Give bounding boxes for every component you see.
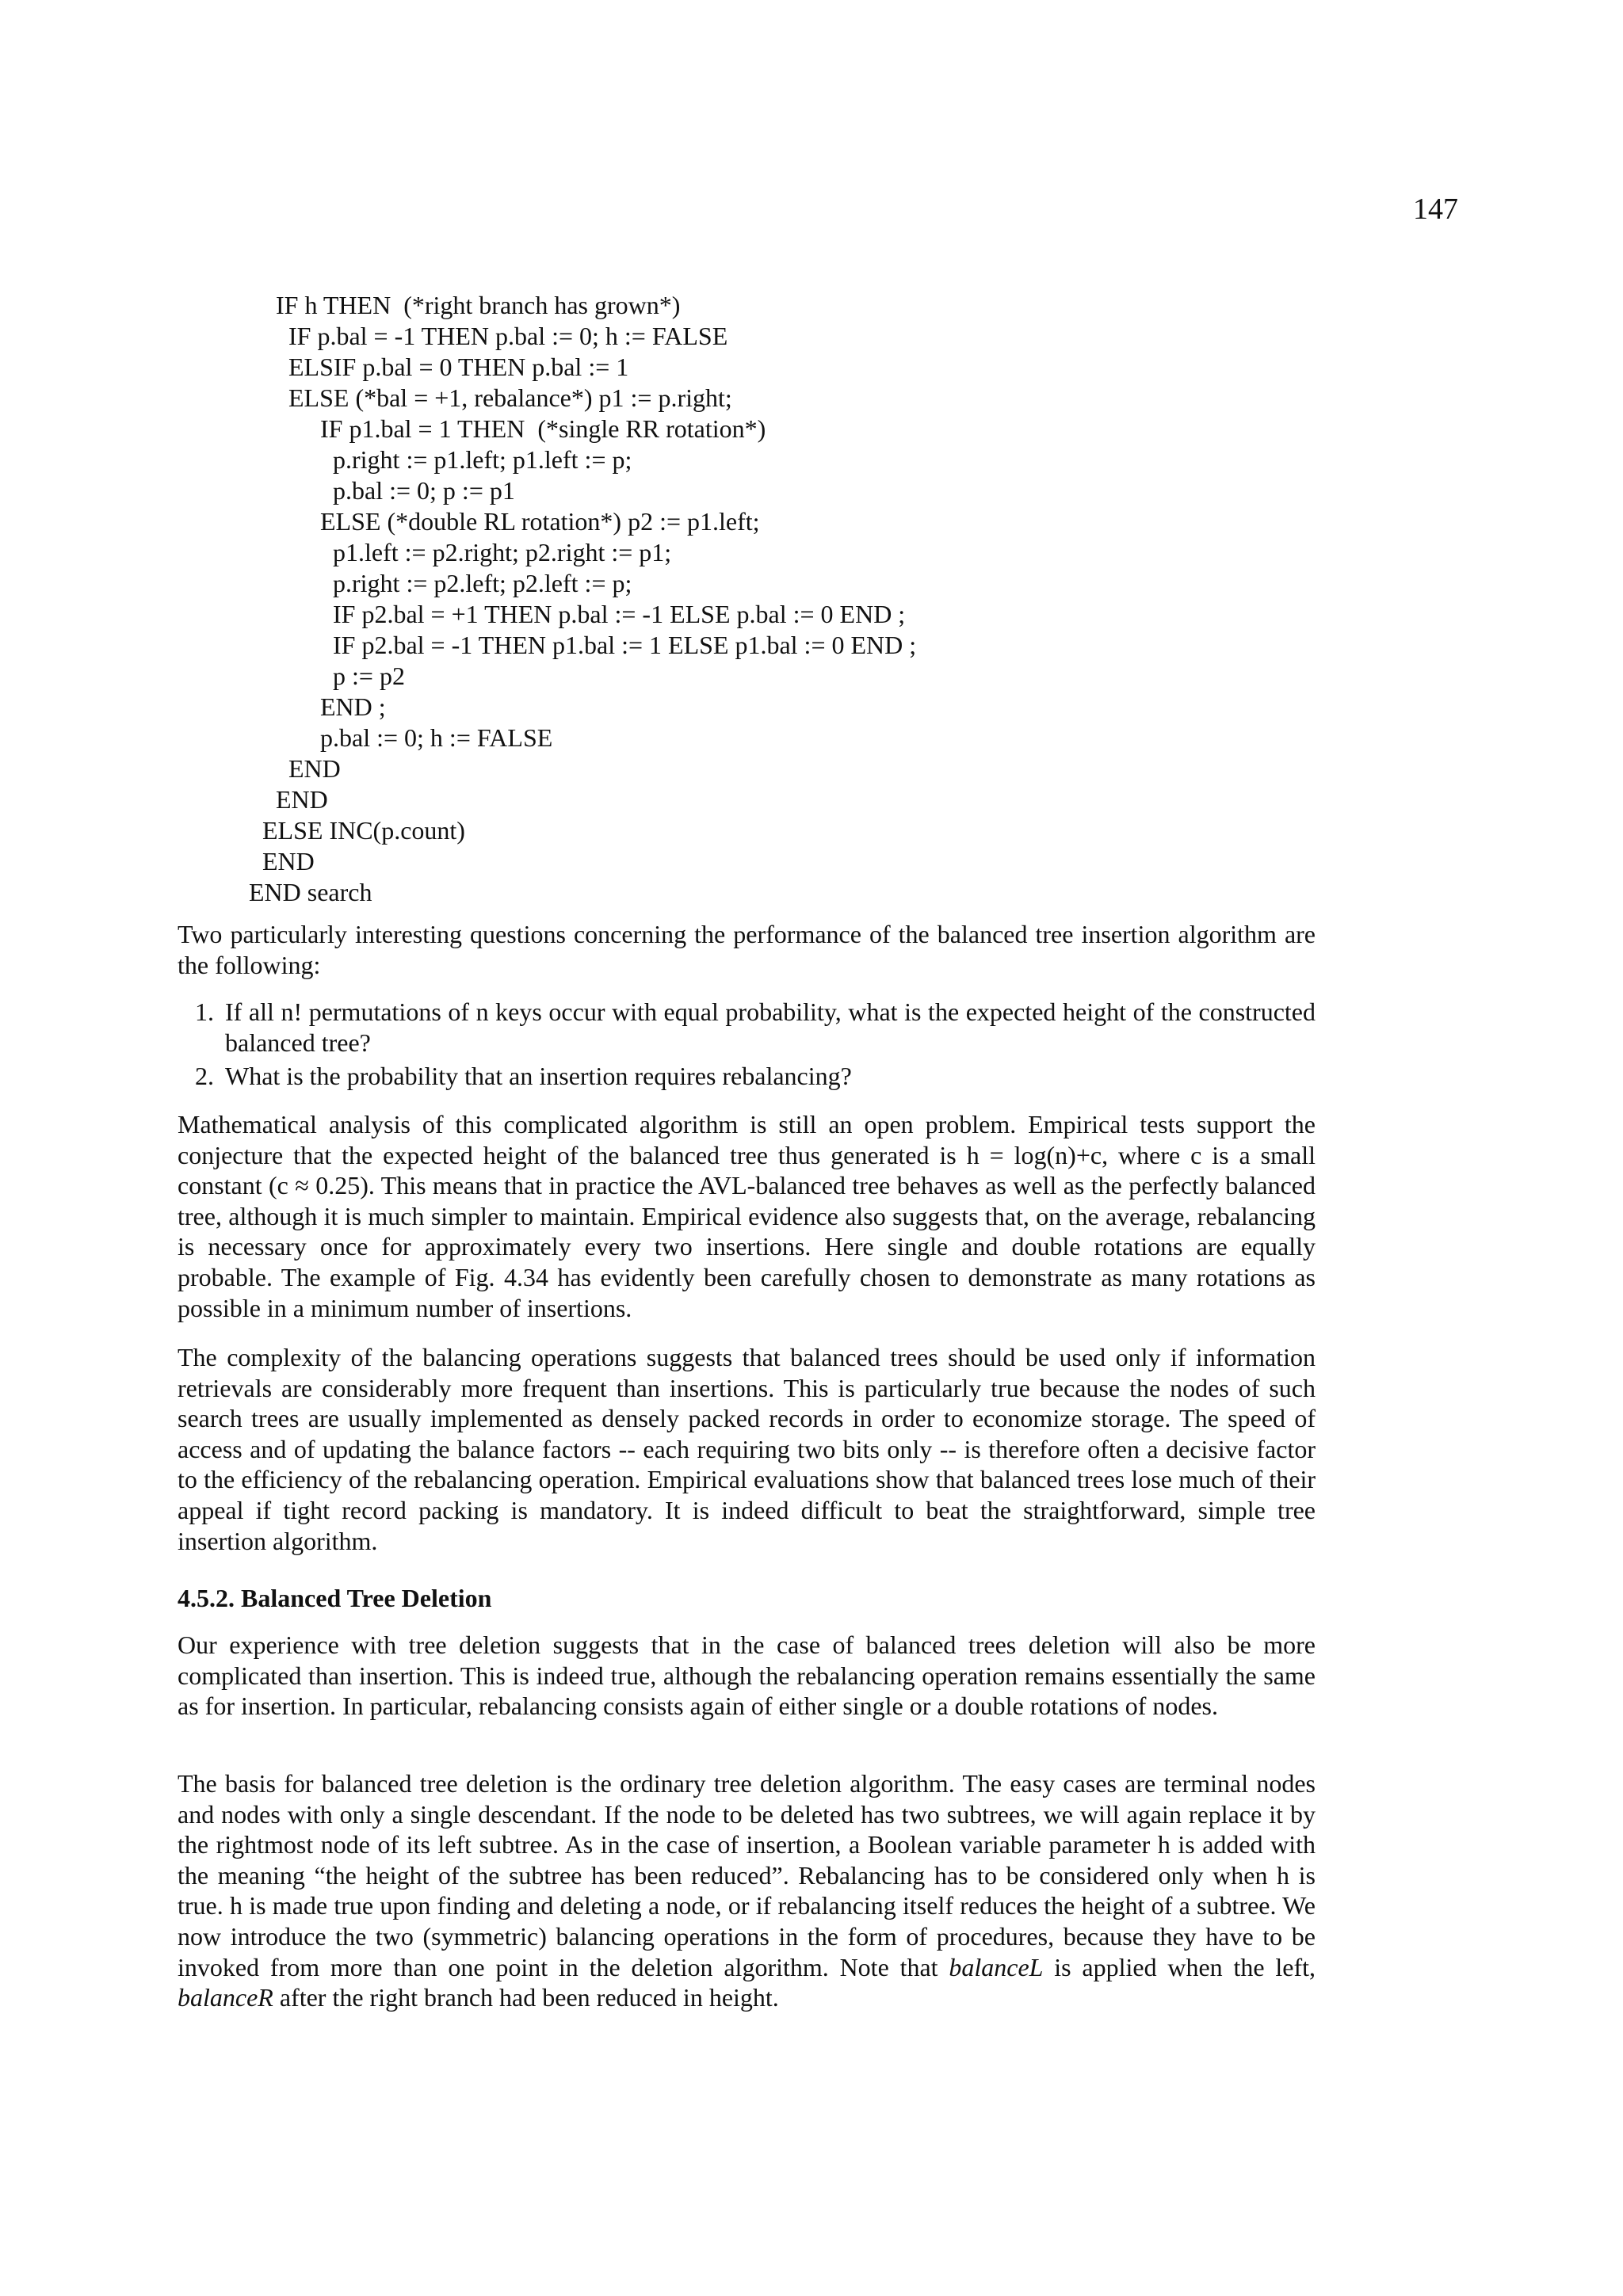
balancel-term: balanceL [949,1952,1044,1981]
deletion-basis-paragraph [178,1768,1316,2013]
balancer-term: balanceR [178,1983,273,2012]
code-line: IF p2.bal = -1 THEN p1.bal := 1 ELSE p1.bal := 0 END ; [276,631,917,659]
code-line: p1.left := p2.right; p2.right := p1; [276,538,672,566]
list-item [178,1061,1316,1092]
code-line: p := p2 [276,662,405,690]
deletion-intro-paragraph: Our experience with tree deletion suggests that in the case of balanced trees deletion will also be more complicated than insertion. This is indeed true, although the rebalancing operation remains essentially the same as for insertion. In particular, rebalancing consists again of either single or a double rotations of nodes. [178,1630,1316,1721]
code-line: ELSE (*bal = +1, rebalance*) p1 := p.right; [276,383,732,412]
code-line: END [276,785,328,814]
code-line: p.bal := 0; h := FALSE [276,723,553,752]
paragraph-text: The basis for balanced tree deletion is the ordinary tree deletion algorithm. The easy cases are terminal nodes and nodes with only a single descendant. If the node to be deleted has two subtrees, we will again replace it by the rightmost node of its left subtree. As in the case of insertion, a Boolean variable parameter h is added with the meaning “the height of the subtree has been reduced”. Rebalancing has to be considered only when h is true. h is made true upon finding and deleting a node, or if rebalancing itself reduces the height of a subtree. We now introduce the two (symmetric) balancing operations in the form of procedures, because they have to be invoked from more than one point in the deletion algorithm. Note that [178,1769,1316,1981]
code-line: END [276,754,341,783]
code-line: END search [249,878,372,906]
list-text: What is the probability that an insertion requires rebalancing? [225,1062,852,1091]
paragraph-text: is applied when the left, [1043,1952,1316,1981]
code-line: p.bal := 0; p := p1 [276,476,515,505]
analysis-paragraph: Mathematical analysis of this complicated algorithm is still an open problem. Empirical tests support the conjecture that the expected height of the balanced tree thus generated is h = log(n)+c, where c is a small constant (c ≈ 0.25). This means that in practice the AVL-balanced tree behaves as well as the perfectly balanced tree, although it is much simpler to maintain. Empirical evidence also suggests that, on the average, rebalancing is necessary once for approximately every two insertions. Here single and double rotations are equally probable. The example of Fig. 4.34 has evidently been carefully chosen to demonstrate as many rotations as possible in a minimum number of insertions. [178,1110,1316,1322]
list-number: 2. [195,1062,214,1091]
list-item [178,997,1316,1058]
list-number: 1. [195,997,214,1026]
code-line: IF h THEN (*right branch has grown*) [276,291,681,319]
code-line: ELSIF p.bal = 0 THEN p.bal := 1 [276,353,629,381]
paragraph-text: after the right branch had been reduced in height. [273,1983,779,2012]
code-line: p.right := p2.left; p2.left := p; [276,569,632,597]
list-text: If all n! permutations of n keys occur with equal probability, what is the expected height of the constructed balanced tree? [225,997,1316,1057]
section-heading: 4.5.2. Balanced Tree Deletion [178,1584,492,1612]
complexity-paragraph: The complexity of the balancing operations suggests that balanced trees should be used only if information retrievals are considerably more frequent than insertions. This is particularly true because the nodes of such search trees are usually implemented as densely packed records in order to economize storage. The speed of access and of updating the balance factors -- each requiring two bits only -- is therefore often a decisive factor to the efficiency of the rebalancing operation. Empirical evaluations show that balanced trees lose much of their appeal if tight record packing is mandatory. It is indeed difficult to beat the straightforward, simple tree insertion algorithm. [178,1343,1316,1555]
code-line: IF p.bal = -1 THEN p.bal := 0; h := FALSE [276,322,728,350]
code-line: IF p2.bal = +1 THEN p.bal := -1 ELSE p.bal := 0 END ; [276,600,906,628]
question-list [178,997,1316,1095]
code-line: ELSE (*double RL rotation*) p2 := p1.left; [276,507,760,536]
code-line: p.right := p1.left; p1.left := p; [276,445,632,474]
intro-paragraph: Two particularly interesting questions concerning the performance of the balanced tree insertion algorithm are the following: [178,920,1316,979]
code-line: END [262,847,315,875]
code-line: IF p1.bal = 1 THEN (*single RR rotation*) [276,414,766,443]
code-line: END ; [276,692,386,721]
code-line: ELSE INC(p.count) [262,816,465,845]
page-number: 147 [1413,193,1458,226]
